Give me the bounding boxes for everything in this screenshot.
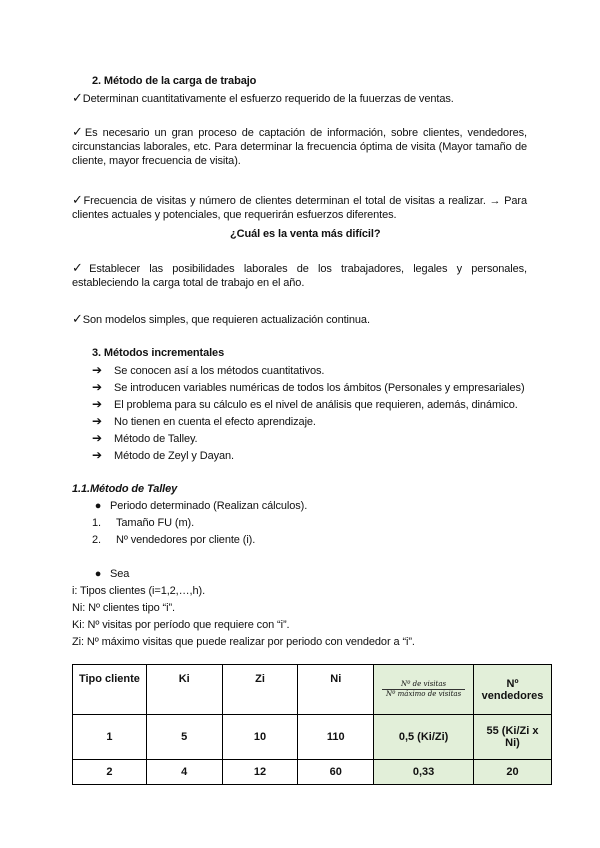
table-cell: 20: [473, 760, 551, 785]
check-icon: ✓: [72, 311, 83, 326]
list-item: 1. Tamaño FU (m).: [92, 517, 195, 529]
check-icon: ✓: [72, 124, 85, 139]
arrow-right-icon: ➔: [92, 414, 102, 428]
arrow-right-icon: ➔: [92, 363, 102, 377]
list-item: ➔ Se introducen variables numéricas de todos los ámbitos (Personales y empresariales): [92, 380, 525, 394]
check-icon: ✓: [72, 90, 83, 105]
header-tipo-cliente: Tipo cliente: [73, 665, 147, 715]
header-ni: Ni: [298, 665, 374, 715]
table-cell: 0,33: [374, 760, 474, 785]
carga-paragraph-2: ✓Es necesario un gran proceso de captación de información, sobre clientes, vendedores, circunstancias laborales, etc. Para determinar la frecuencia óptima de visita (Mayor tamaño de cliente, mayor frecuencia de visita).: [72, 124, 528, 167]
carga-paragraph-5: ✓Son modelos simples, que requieren actualización continua.: [72, 311, 370, 326]
arrow-right-icon: ➔: [92, 448, 102, 462]
list-item: ➔ El problema para su cálculo es el nivel de análisis que requieren, además, dinámico.: [92, 397, 518, 411]
talley-table: [72, 664, 552, 785]
bullet-icon: ●: [94, 500, 102, 512]
table-cell: 5: [146, 715, 222, 760]
carga-paragraph-1: ✓Determinan cuantitativamente el esfuerzo requerido de la fuuerzas de ventas.: [72, 90, 454, 105]
list-item: 2. Nº vendedores por cliente (i).: [92, 534, 256, 546]
header-fraction: [374, 665, 474, 715]
list-item: ● Sea: [86, 567, 129, 581]
table-cell: 4: [146, 760, 222, 785]
list-item: ➔ Se conocen así a los métodos cuantitativos.: [92, 363, 325, 377]
carga-paragraph-3: ✓Frecuencia de visitas y número de clientes determinan el total de visitas a realizar. → Para clientes actuales y potenciales, que requerirán esfuerzos diferentes.: [72, 192, 527, 221]
bullet-icon: ●: [94, 568, 102, 580]
carga-question: ¿Cuál es la venta más difícil?: [230, 228, 381, 240]
definition-ni: Ni: Nº clientes tipo “i”.: [72, 602, 175, 614]
definition-i: i: Tipos clientes (i=1,2,…,h).: [72, 585, 206, 597]
list-item: ● Periodo determinado (Realizan cálculos).: [86, 499, 307, 513]
header-ki: Ki: [146, 665, 222, 715]
section-title-talley: 1.1.Método de Talley: [72, 483, 178, 495]
table-row: [73, 760, 552, 785]
arrow-right-icon: ➔: [92, 380, 102, 394]
check-icon: ✓: [72, 260, 90, 275]
table-cell: 1: [73, 715, 147, 760]
fraction-formula: $\frac{\text{Nº de visitas}}{\text{Nº máximo de visitas}}$: [382, 680, 465, 699]
list-item: ➔ Método de Talley.: [92, 431, 198, 445]
list-item: ➔ No tienen en cuenta el efecto aprendizaje.: [92, 414, 316, 428]
table-cell: 55 (Ki/Zi x Ni): [473, 715, 551, 760]
table-cell: 10: [222, 715, 298, 760]
section-title-carga: 2. Método de la carga de trabajo: [92, 75, 257, 87]
header-zi: Zi: [222, 665, 298, 715]
table-header-row: [73, 665, 552, 715]
section-title-incrementales: 3. Métodos incrementales: [92, 347, 225, 359]
table-cell: 12: [222, 760, 298, 785]
table-cell: 110: [298, 715, 374, 760]
table-row: [73, 715, 552, 760]
check-icon: ✓: [72, 192, 84, 207]
carga-paragraph-4: ✓Establecer las posibilidades laborales de los trabajadores, legales y personales, estableciendo la carga total de trabajo en el año.: [72, 260, 527, 289]
arrow-right-icon: ➔: [92, 431, 102, 445]
table-cell: 60: [298, 760, 374, 785]
list-item: ➔ Método de Zeyl y Dayan.: [92, 448, 234, 462]
table-cell: 2: [73, 760, 147, 785]
definition-zi: Zi: Nº máximo visitas que puede realizar por periodo con vendedor a “i”.: [72, 636, 415, 648]
definition-ki: Ki: Nº visitas por período que requiere con “i”.: [72, 619, 290, 631]
table-cell: 0,5 (Ki/Zi): [374, 715, 474, 760]
header-vendedores: Nº vendedores: [473, 665, 551, 715]
arrow-right-icon: ➔: [92, 397, 102, 411]
